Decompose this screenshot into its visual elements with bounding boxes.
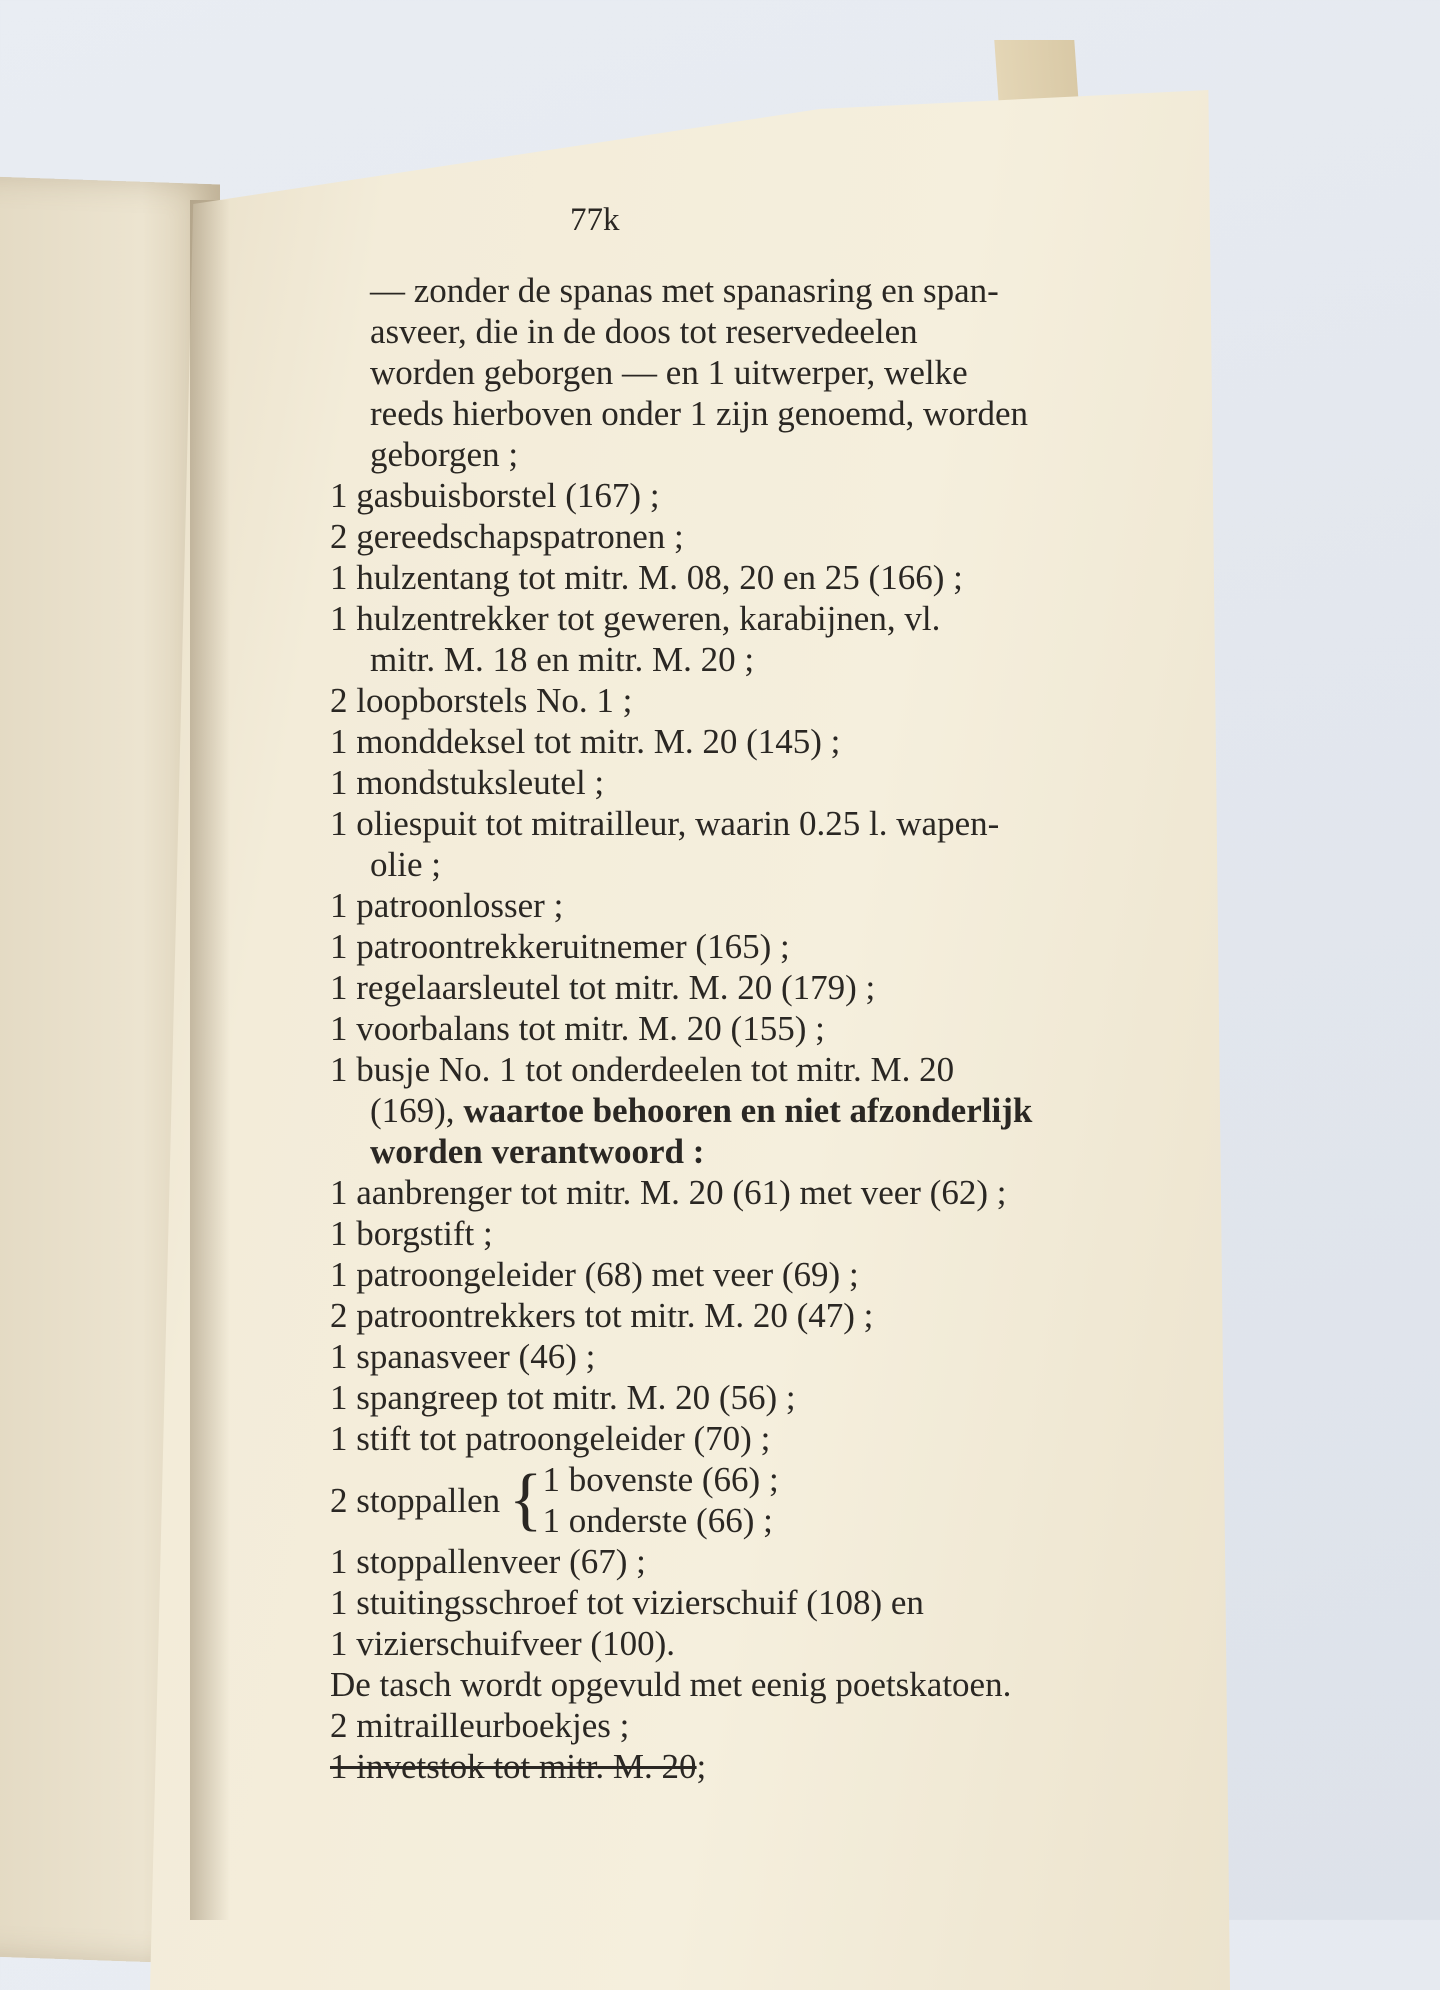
list-item [330,967,1210,1008]
item-qty: 1 [330,1419,348,1458]
bold-line-prefix: (169), [370,1091,455,1130]
item-text: asveer, die in de doos tot reservedeelen [370,312,918,351]
list-item [330,926,1210,967]
item-qty: 2 [330,1706,348,1745]
item-qty: 2 [330,681,348,720]
item-text: hulzentrekker tot geweren, karabijnen, vl. [356,599,941,638]
tail-list [330,1541,1210,1664]
item-qty: 1 [330,1542,348,1581]
item-qty: 1 [330,1583,348,1622]
list-item [330,1049,1210,1090]
item-text: voorbalans tot mitr. M. 20 (155) ; [356,1009,825,1048]
list-item [330,475,1210,516]
parts-list [330,1172,1210,1459]
item-text: oliespuit tot mitrailleur, waarin 0.25 l. wapen- [356,804,1000,843]
item-text: patroontrekkeruitnemer (165) ; [356,927,790,966]
list-item [330,434,1210,475]
item-text: olie ; [370,845,441,884]
item-text: mitr. M. 18 en mitr. M. 20 ; [370,640,755,679]
item-text: vizierschuifveer (100). [356,1624,675,1663]
item-qty: 1 [330,1214,348,1253]
list-item [330,803,1210,844]
item-qty: 1 [330,1255,348,1294]
list-item [330,270,1210,311]
item-qty: 1 [330,927,348,966]
list-item [330,1377,1210,1418]
list-item [330,598,1210,639]
bleed-through-text [0,515,186,1823]
list-item [330,352,1210,393]
item-text: reeds hierboven onder 1 zijn genoemd, worden [370,394,1028,433]
list-item [330,1172,1210,1213]
item-text: spanasveer (46) ; [356,1337,596,1376]
item-text: stift tot patroongeleider (70) ; [356,1419,771,1458]
item-text: spangreep tot mitr. M. 20 (56) ; [356,1378,796,1417]
stoppallen-item: 1 onderste (66) ; [542,1501,773,1540]
bold-line [330,1090,1210,1131]
item-text: regelaarsleutel tot mitr. M. 20 (179) ; [356,968,876,1007]
item-text: stuitingsschroef tot vizierschuif (108) en [356,1583,924,1622]
list-item [330,1623,1210,1664]
list-item [330,393,1210,434]
item-qty: 1 [330,599,348,638]
item-qty: 2 [330,517,348,556]
item-qty: 1 [330,558,348,597]
list-item [330,885,1210,926]
item-text: — zonder de spanas met spanasring en span- [370,271,999,310]
list-item [330,1582,1210,1623]
item-qty: 1 [330,722,348,761]
item-text: gereedschapspatronen ; [356,517,684,556]
stoppallen-items [542,1459,778,1541]
last-item [330,1705,1210,1746]
list-item [330,844,1210,885]
item-text: geborgen ; [370,435,519,474]
item-qty: 1 [330,1337,348,1376]
item-text: gasbuisborstel (167) ; [356,476,660,515]
item-qty: 1 [330,1050,348,1089]
item-text: patroonlosser ; [356,886,564,925]
item-text: busje No. 1 tot onderdeelen tot mitr. M. 20 [356,1050,955,1089]
spine-shadow [190,200,230,1920]
item-qty: 1 [330,1009,348,1048]
list-item [330,311,1210,352]
list-item [330,1541,1210,1582]
item-text: monddeksel tot mitr. M. 20 (145) ; [356,722,841,761]
item-text: mitrailleurboekjes ; [356,1706,630,1745]
item-text: worden geborgen — en 1 uitwerper, welke [370,353,968,392]
item-text: mondstuksleutel ; [356,763,605,802]
stoppallen-label: stoppallen [356,1480,501,1520]
item-text: loopborstels No. 1 ; [356,681,633,720]
stoppallen-item: 1 bovenste (66) ; [542,1460,779,1499]
struck-text: 1 invetstok tot mitr. M. 20 [330,1747,697,1786]
item-qty: 1 [330,1173,348,1212]
page-number: 77k [570,202,620,238]
intro-lines [330,270,1210,1090]
list-item [330,516,1210,557]
closing-note: De tasch wordt opgevuld met eenig poetskatoen. [330,1665,1012,1704]
page-text [330,200,1210,1787]
item-qty: 1 [330,804,348,843]
item-qty: 1 [330,968,348,1007]
list-item [330,1336,1210,1377]
item-qty: 1 [330,886,348,925]
item-text: aanbrenger tot mitr. M. 20 (61) met veer (62) ; [356,1173,1007,1212]
item-qty: 1 [330,476,348,515]
list-item [330,1295,1210,1336]
item-qty: 1 [330,763,348,802]
item-qty: 1 [330,1378,348,1417]
brace: { [508,1461,543,1538]
item-text: patroongeleider (68) met veer (69) ; [356,1255,859,1294]
struck-item [330,1746,1210,1787]
stoppallen-qty: 2 [330,1480,348,1520]
list-item [330,1213,1210,1254]
list-item [330,1254,1210,1295]
item-qty: 1 [330,1624,348,1663]
list-item [330,680,1210,721]
struck-suffix: ; [696,1747,707,1786]
bold-line-2: worden verantwoord : [370,1132,705,1171]
list-item [330,639,1210,680]
stoppallen-group [330,1459,1210,1541]
item-text: borgstift ; [356,1214,493,1253]
bold-line-1: waartoe behooren en niet afzonderlijk [463,1091,1033,1130]
list-item [330,721,1210,762]
item-text: patroontrekkers tot mitr. M. 20 (47) ; [356,1296,874,1335]
list-item [330,762,1210,803]
list-item [330,557,1210,598]
item-text: hulzentang tot mitr. M. 08, 20 en 25 (166) ; [356,558,963,597]
item-qty: 2 [330,1296,348,1335]
item-text: stoppallenveer (67) ; [356,1542,646,1581]
list-item [330,1008,1210,1049]
list-item [330,1418,1210,1459]
